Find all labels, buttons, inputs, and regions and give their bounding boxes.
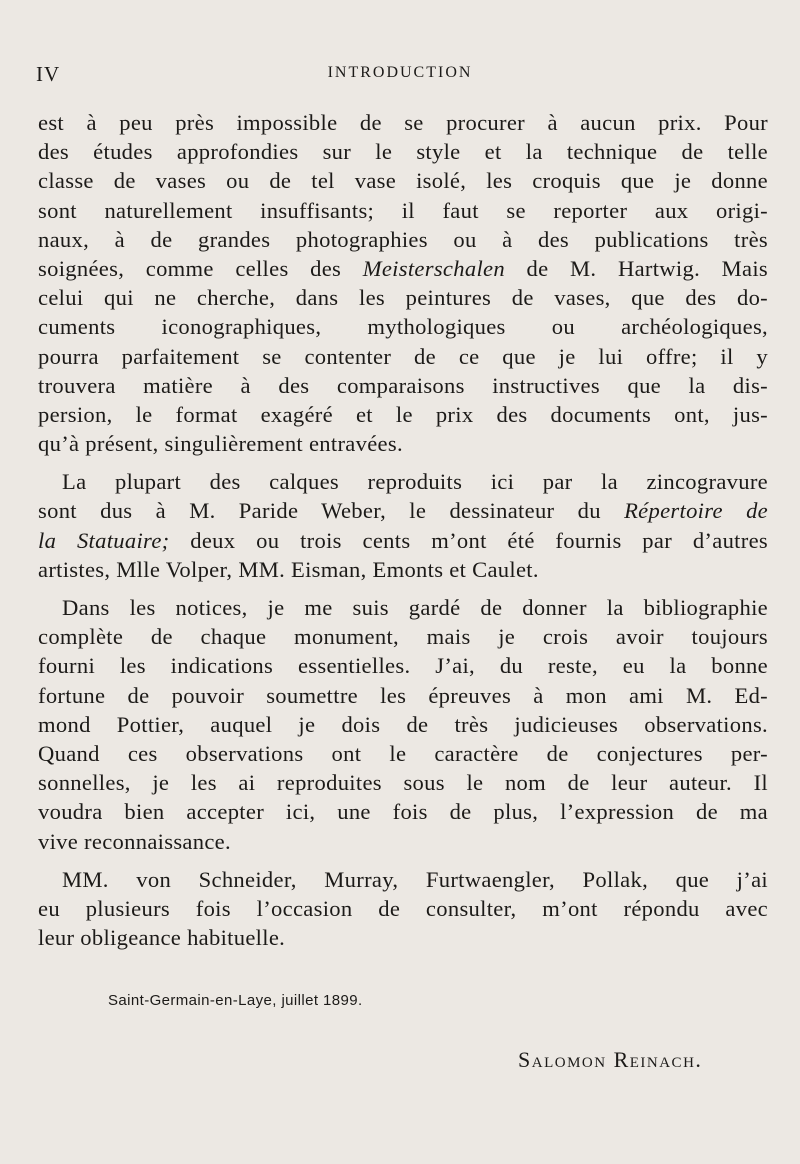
text-line: voudra bien accepter ici, une fois de plus, l’expression de ma: [38, 799, 768, 825]
text-line: Quand ces observations ont le caractère de conjectures per-: [38, 740, 768, 766]
italic-title: Meisterschalen: [362, 255, 505, 281]
text-line: [38, 526, 768, 555]
text-line: leur obligeance habituelle.: [38, 925, 286, 951]
paragraph-1: [38, 108, 768, 458]
italic-title: la Statuaire;: [38, 527, 170, 553]
text-line: classe de vases ou de tel vase isolé, les croquis que je donne: [38, 168, 768, 194]
text-line: trouvera matière à des comparaisons instructives que la dis-: [38, 372, 768, 398]
text-run: soignées, comme celles des: [38, 255, 363, 281]
text-line: est à peu près impossible de se procurer à aucun prix. Pour: [38, 110, 768, 135]
text-line: cuments iconographiques, mythologiques ou archéologiques,: [38, 314, 768, 340]
text-line: celui qui ne cherche, dans les peintures de vases, que des do-: [38, 285, 768, 311]
running-title: INTRODUCTION: [327, 64, 473, 81]
text-line: persion, le format exagéré et le prix des documents ont, jus-: [38, 401, 768, 427]
text-line: MM. von Schneider, Murray, Furtwaengler, Pollak, que j’ai: [62, 866, 768, 892]
text-line: mond Pottier, auquel je dois de très judicieuses observations.: [38, 711, 768, 737]
text-line: naux, à de grandes photographies ou à des publications très: [38, 226, 768, 252]
paragraph-3: [38, 593, 768, 856]
author-signature: Salomon Reinach.: [518, 1047, 703, 1072]
italic-title: Répertoire de: [624, 498, 769, 524]
text-line: des études approfondies sur le style et la technique de telle: [38, 139, 768, 165]
body-text: [38, 108, 768, 952]
place-and-date: Saint-Germain-en-Laye, juillet 1899.: [108, 992, 363, 1009]
text-line: fourni les indications essentielles. J’ai, du reste, eu la bonne: [38, 653, 768, 679]
text-line: Dans les notices, je me suis gardé de donner la bibliographie: [62, 595, 768, 620]
text-line: complète de chaque monument, mais je crois avoir toujours: [38, 624, 768, 650]
text-run: sont dus à M. Paride Weber, le dessinateur du: [38, 498, 625, 524]
text-line: [38, 496, 768, 525]
text-line: sont naturellement insuffisants; il faut se reporter aux origi-: [38, 197, 768, 223]
text-line: pourra parfaitement se contenter de ce que je lui offre; il y: [38, 343, 768, 369]
page-number: IV: [36, 62, 61, 86]
text-line: fortune de pouvoir soumettre les épreuves à mon ami M. Ed-: [38, 682, 768, 708]
text-line: qu’à présent, singulièrement entravées.: [38, 431, 403, 457]
text-line: eu plusieurs fois l’occasion de consulter, m’ont répondu avec: [38, 895, 768, 921]
text-run: deux ou trois cents m’ont été fournis par d’autres: [169, 527, 768, 553]
paragraph-4: [38, 865, 768, 953]
text-line: La plupart des calques reproduits ici par la zincogravure: [62, 469, 768, 495]
text-line: [38, 254, 768, 283]
text-line: sonnelles, je les ai reproduites sous le nom de leur auteur. Il: [38, 770, 768, 796]
text-line: vive reconnaissance.: [38, 828, 231, 854]
text-line: artistes, Mlle Volper, MM. Eisman, Emonts et Caulet.: [38, 556, 539, 582]
text-run: de M. Hartwig. Mais: [504, 255, 768, 281]
paragraph-2: [38, 467, 768, 584]
